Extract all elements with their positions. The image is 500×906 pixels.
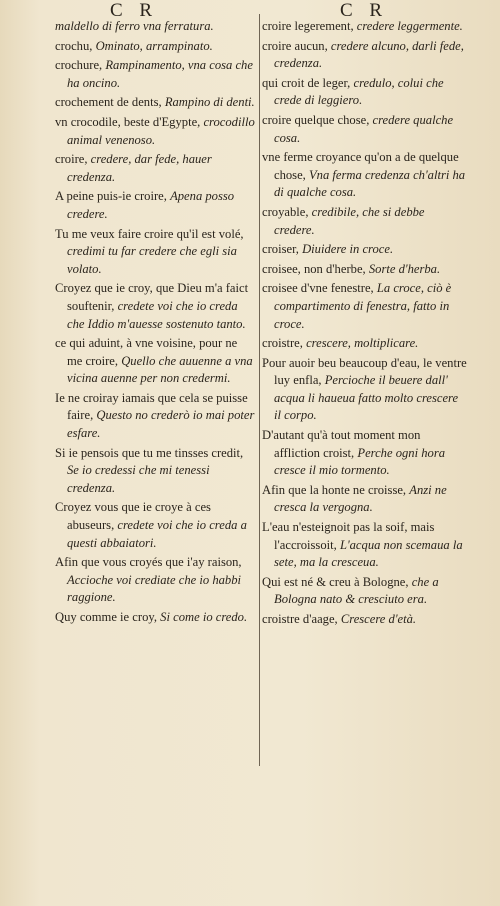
dictionary-entry — [55, 94, 255, 112]
french-headword: vn crocodile, beste d'Egypte, — [55, 114, 201, 129]
french-headword: Croyez vous que ie croye à ces abuseurs, — [55, 500, 211, 533]
french-headword: vne ferme croyance qu'on a de quelque chose, — [262, 150, 459, 182]
dictionary-entry — [262, 611, 467, 629]
french-headword: croistre d'aage, — [262, 612, 338, 626]
french-headword: croire legerement, — [262, 19, 354, 33]
italian-translation: Accioche voi crediate che io habbi raggione. — [67, 572, 242, 605]
italian-translation: credimi tu far credere che egli sia volato. — [67, 244, 237, 276]
running-header-left: C R — [110, 0, 159, 21]
italian-translation: Perche ogni hora cresce il mio tormento. — [274, 445, 446, 478]
italian-translation: Ominato, arrampinato. — [95, 38, 213, 53]
french-headword: Afin que la honte ne croisse, — [262, 482, 407, 497]
french-headword: croyable, — [262, 204, 309, 219]
french-headword: croisee d'vne fenestre, — [262, 281, 374, 296]
dictionary-entry — [262, 280, 467, 333]
italian-translation: Crescere d'età. — [340, 612, 417, 626]
french-headword: A peine puis-ie croire, — [55, 189, 167, 204]
italian-translation: crocodillo animal venenoso. — [67, 114, 255, 147]
dictionary-entry — [55, 57, 255, 92]
italian-translation: Questo no crederò io mai poter esfare. — [67, 408, 255, 441]
dictionary-entry — [55, 335, 255, 388]
french-headword: crochure, — [55, 58, 103, 73]
italian-translation: credete voi che io creda che Iddio m'auesse sostenuto tanto. — [67, 298, 246, 331]
dictionary-entry — [55, 38, 255, 56]
french-headword: croisee, non d'herbe, — [262, 261, 366, 276]
french-headword: Pour auoir beu beaucoup d'eau, le ventre luy enfla, — [262, 355, 467, 388]
dictionary-entry — [262, 427, 467, 480]
column-divider — [259, 14, 260, 766]
french-headword: croire aucun, — [262, 38, 328, 53]
left-column — [55, 18, 255, 629]
italian-translation: credulo, colui che crede di leggiero. — [274, 75, 444, 108]
dictionary-entry — [262, 18, 467, 36]
french-headword: D'autant qu'à tout moment mon affliction croist, — [262, 428, 421, 460]
running-header-right: C R — [340, 0, 389, 21]
french-headword: qui croit de leger, — [262, 75, 351, 90]
italian-translation: L'acqua non scemaua la sete, ma la cresceua. — [274, 537, 463, 570]
dictionary-entry — [262, 204, 467, 239]
french-headword: Ie ne croiray iamais que cela se puisse faire, — [55, 390, 248, 423]
right-column — [262, 18, 467, 631]
french-headword: Croyez que ie croy, que Dieu m'a faict souftenir, — [55, 281, 249, 313]
french-headword: croire, — [55, 152, 88, 167]
italian-translation: Sorte d'herba. — [368, 261, 441, 276]
dictionary-entry — [55, 226, 255, 279]
italian-translation: Apena posso credere. — [67, 189, 235, 221]
french-headword: Afin que vous croyés que i'ay raison, — [55, 555, 242, 570]
italian-translation: credere leggermente. — [356, 19, 463, 33]
french-headword: ce qui aduint, à vne voisine, pour ne me croire, — [55, 336, 238, 368]
italian-translation: Vna ferma credenza ch'altri ha di qualche cosa. — [274, 167, 466, 200]
french-headword: croire quelque chose, — [262, 112, 370, 127]
french-headword: L'eau n'esteignoit pas la soif, mais l'accroissoit, — [262, 520, 435, 552]
french-headword: Qui est né & creu à Bologne, — [262, 574, 409, 589]
french-headword: croistre, — [262, 336, 303, 351]
italian-translation: Diuidere in croce. — [302, 242, 394, 257]
italian-translation: Quello che auuenne a vna vicina auenne per non credermi. — [67, 353, 253, 386]
dictionary-entry — [262, 261, 467, 279]
dictionary-entry — [55, 390, 255, 443]
dictionary-entry — [55, 499, 255, 552]
italian-translation: credere, dar fede, hauer credenza. — [67, 152, 212, 184]
italian-translation: credere qualche cosa. — [274, 112, 454, 145]
italian-translation: Anzi ne cresca la vergogna. — [274, 482, 447, 515]
dictionary-entry — [262, 75, 467, 110]
dictionary-entry — [55, 188, 255, 223]
dictionary-entry — [262, 112, 467, 147]
italian-translation: Rampinamento, vna cosa che ha oncino. — [67, 58, 253, 90]
dictionary-entry — [262, 38, 467, 73]
dictionary-entry — [55, 18, 255, 36]
dictionary-entry — [262, 574, 467, 609]
dictionary-entry — [55, 554, 255, 607]
french-headword: Si ie pensois que tu me tinsses credit, — [55, 445, 244, 460]
french-headword: croiser, — [262, 242, 299, 257]
dictionary-entry — [55, 114, 255, 149]
dictionary-entry — [55, 280, 255, 333]
french-headword: crochu, — [55, 38, 93, 53]
dictionary-entry — [55, 445, 255, 498]
french-headword: crochement de dents, — [55, 95, 162, 110]
dictionary-entry — [262, 519, 467, 572]
dictionary-entry — [262, 149, 467, 202]
dictionary-entry — [55, 609, 255, 627]
italian-translation: Percioche il beuere dall' acqua li haueua fatto molto crescere il corpo. — [274, 373, 459, 423]
italian-translation: credete voi che io creda a questi abbaiatori. — [67, 518, 247, 550]
italian-translation: Se io credessi che mi tenessi credenza. — [67, 463, 210, 495]
italian-translation: credere alcuno, darli fede, credenza. — [274, 38, 464, 71]
italian-translation: maldello di ferro vna ferratura. — [55, 19, 214, 33]
dictionary-entry — [55, 151, 255, 186]
french-headword: Quy comme ie croy, — [55, 610, 157, 624]
italian-translation: crescere, moltiplicare. — [306, 336, 419, 351]
italian-translation: La croce, ciò è compartimento di fenestra, fatto in croce. — [274, 281, 452, 331]
dictionary-entry — [262, 335, 467, 353]
french-headword: Tu me veux faire croire qu'il est volé, — [55, 226, 244, 241]
dictionary-entry — [262, 482, 467, 517]
italian-translation: credibile, che si debbe credere. — [274, 204, 425, 237]
dictionary-entry — [262, 355, 467, 425]
dictionary-entry — [262, 241, 467, 259]
italian-translation: che a Bologna nato & cresciuto era. — [274, 574, 439, 607]
italian-translation: Si come io credo. — [160, 610, 248, 624]
italian-translation: Rampino di denti. — [164, 95, 255, 110]
